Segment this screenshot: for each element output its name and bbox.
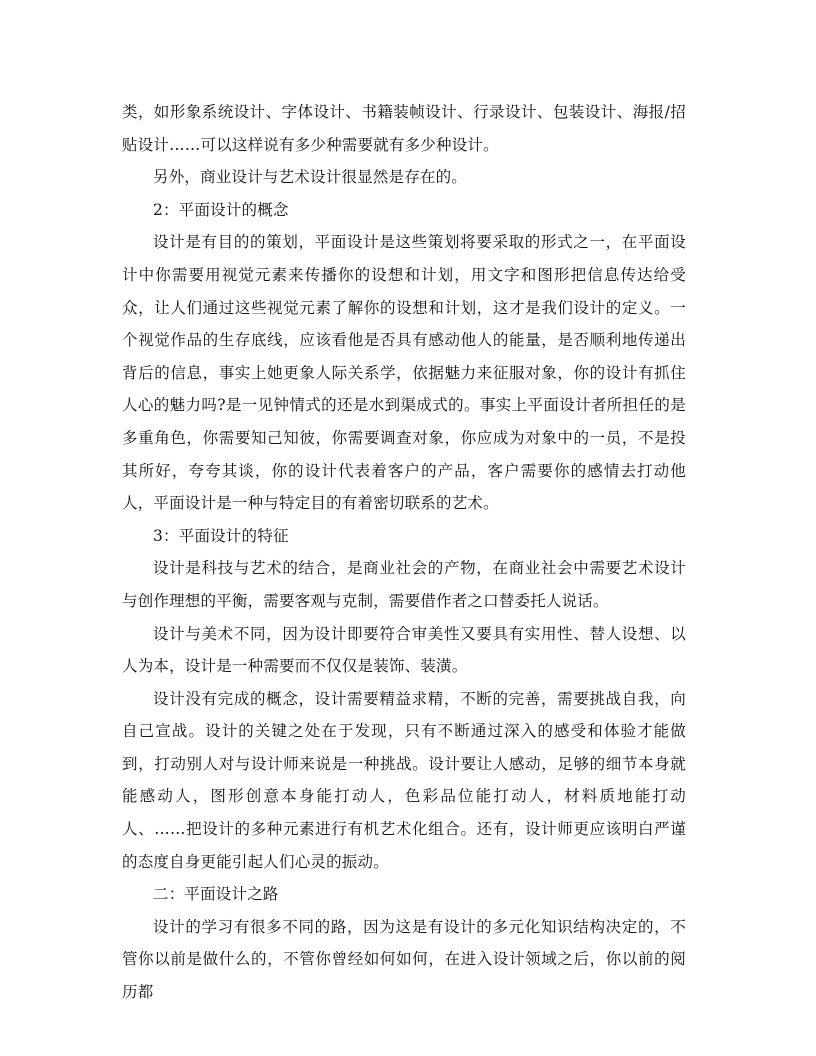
paragraph-design-types: 类，如形象系统设计、字体设计、书籍装帧设计、行录设计、包装设计、海报/招贴设计……可以这样说有多少种需要就有多少种设计。 — [122, 103, 686, 154]
paragraph-commercial-vs-art: 另外，商业设计与艺术设计很显然是存在的。 — [153, 168, 468, 187]
paragraph-path: 设计的学习有很多不同的路，因为这是有设计的多元化知识结构决定的，不管你以前是做什么的，不管你曾经如何如何，在进入设计领域之后，你以前的阅历都 — [122, 917, 686, 1002]
section-heading-features: 3：平面设计的特征 — [153, 526, 289, 545]
document-body — [122, 96, 686, 1009]
section-heading-concept: 2：平面设计的概念 — [153, 200, 289, 219]
paragraph-features-vs-fine-art: 设计与美术不同，因为设计即要符合审美性又要具有实用性、替人设想、以人为本，设计是一种需要而不仅仅是装饰、装潢。 — [122, 624, 686, 676]
paragraph-features-tech-art: 设计是科技与艺术的结合，是商业社会的产物，在商业社会中需要艺术设计与创作理想的平衡，需要客观与克制，需要借作者之口替委托人说话。 — [122, 559, 686, 610]
section-heading-path: 二：平面设计之路 — [153, 885, 279, 904]
paragraph-features-never-complete: 设计没有完成的概念，设计需要精益求精，不断的完善，需要挑战自我，向自己宣战。设计的关键之处在于发现，只有不断通过深入的感受和体验才能做到，打动别人对与设计师来说是一种挑战。设计要让人感动，足够的细节本身就能感动人，图形创意本身能打动人，色彩品位能打动人，材料质地能打动人、……把设计的多种元素进行有机艺术化组合。还有，设计师更应该明白严谨的态度自身更能引起人们心灵的振动。 — [122, 689, 686, 871]
paragraph-concept: 设计是有目的的策划，平面设计是这些策划将要采取的形式之一，在平面设计中你需要用视觉元素来传播你的设想和计划，用文字和图形把信息传达给受众，让人们通过这些视觉元素了解你的设想和计划，这才是我们设计的定义。一个视觉作品的生存底线，应该看他是否具有感动他人的能量，是否顺利地传递出背后的信息，事实上她更象人际关系学，依据魅力来征服对象，你的设计有抓住人心的魅力吗?是一见钟情式的还是水到渠成式的。事实上平面设计者所担任的是多重角色，你需要知己知彼，你需要调查对象，你应成为对象中的一员，不是投其所好，夸夸其谈，你的设计代表着客户的产品，客户需要你的感情去打动他人，平面设计是一种与特定目的有着密切联系的艺术。 — [122, 233, 686, 513]
